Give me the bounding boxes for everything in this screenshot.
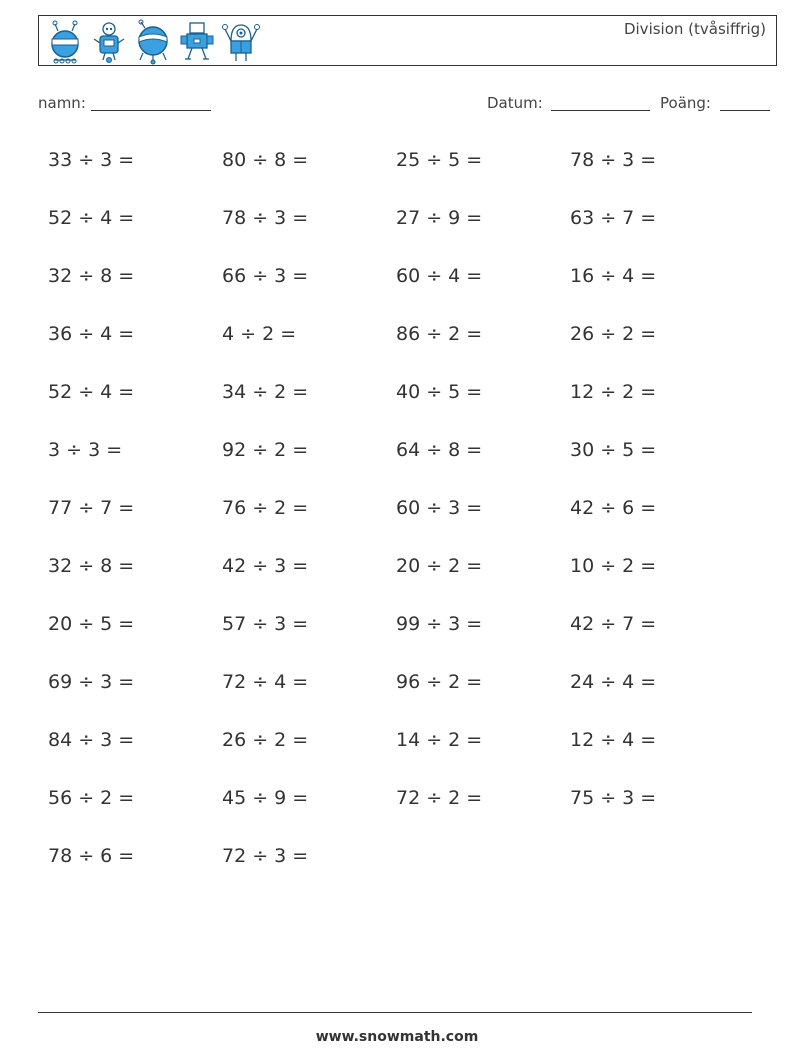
name-label: namn: bbox=[38, 94, 86, 112]
division-problem: 10 ÷ 2 = bbox=[570, 555, 657, 577]
division-problem: 34 ÷ 2 = bbox=[222, 381, 309, 403]
division-problem: 16 ÷ 4 = bbox=[570, 265, 657, 287]
division-problem: 57 ÷ 3 = bbox=[222, 613, 309, 635]
robot-3-icon bbox=[133, 19, 173, 65]
division-problem: 60 ÷ 3 = bbox=[396, 497, 483, 519]
division-problem: 45 ÷ 9 = bbox=[222, 787, 309, 809]
robot-4-icon bbox=[177, 19, 217, 65]
division-problem: 36 ÷ 4 = bbox=[48, 323, 135, 345]
division-problem: 3 ÷ 3 = bbox=[48, 439, 123, 461]
division-problem: 20 ÷ 5 = bbox=[48, 613, 135, 635]
problem-row bbox=[48, 497, 748, 555]
division-problem: 42 ÷ 7 = bbox=[570, 613, 657, 635]
division-problem: 60 ÷ 4 = bbox=[396, 265, 483, 287]
score-field[interactable] bbox=[720, 110, 770, 111]
problem-row bbox=[48, 265, 748, 323]
division-problem: 14 ÷ 2 = bbox=[396, 729, 483, 751]
division-problem: 78 ÷ 3 = bbox=[570, 149, 657, 171]
division-problem: 84 ÷ 3 = bbox=[48, 729, 135, 751]
division-problem: 56 ÷ 2 = bbox=[48, 787, 135, 809]
division-problem: 64 ÷ 8 = bbox=[396, 439, 483, 461]
division-problem: 25 ÷ 5 = bbox=[396, 149, 483, 171]
problem-row bbox=[48, 439, 748, 497]
problem-row bbox=[48, 787, 748, 845]
division-problem: 78 ÷ 6 = bbox=[48, 845, 135, 867]
division-problem: 72 ÷ 2 = bbox=[396, 787, 483, 809]
division-problem: 76 ÷ 2 = bbox=[222, 497, 309, 519]
problem-row bbox=[48, 323, 748, 381]
division-problem: 72 ÷ 3 = bbox=[222, 845, 309, 867]
division-problem: 40 ÷ 5 = bbox=[396, 381, 483, 403]
problem-row bbox=[48, 381, 748, 439]
division-problem: 42 ÷ 3 = bbox=[222, 555, 309, 577]
footer-website: www.snowmath.com bbox=[315, 1029, 479, 1045]
division-problem: 96 ÷ 2 = bbox=[396, 671, 483, 693]
division-problem: 52 ÷ 4 = bbox=[48, 381, 135, 403]
division-problem: 75 ÷ 3 = bbox=[570, 787, 657, 809]
division-problem: 42 ÷ 6 = bbox=[570, 497, 657, 519]
division-problem: 32 ÷ 8 = bbox=[48, 555, 135, 577]
division-problem: 77 ÷ 7 = bbox=[48, 497, 135, 519]
date-label: Datum: bbox=[487, 94, 543, 112]
name-field[interactable] bbox=[91, 110, 211, 111]
date-field[interactable] bbox=[551, 110, 650, 111]
division-problem: 66 ÷ 3 = bbox=[222, 265, 309, 287]
worksheet-title: Division (tvåsiffrig) bbox=[623, 20, 766, 38]
division-problem: 12 ÷ 4 = bbox=[570, 729, 657, 751]
division-problem: 27 ÷ 9 = bbox=[396, 207, 483, 229]
division-problem: 69 ÷ 3 = bbox=[48, 671, 135, 693]
division-problem: 86 ÷ 2 = bbox=[396, 323, 483, 345]
robot-2-icon bbox=[89, 19, 129, 65]
problem-row bbox=[48, 845, 748, 903]
footer-divider bbox=[38, 1012, 752, 1013]
division-problem: 33 ÷ 3 = bbox=[48, 149, 135, 171]
problem-row bbox=[48, 671, 748, 729]
division-problem: 30 ÷ 5 = bbox=[570, 439, 657, 461]
division-problem: 78 ÷ 3 = bbox=[222, 207, 309, 229]
robot-1-icon bbox=[45, 19, 85, 65]
division-problem: 4 ÷ 2 = bbox=[222, 323, 297, 345]
problem-row bbox=[48, 149, 748, 207]
division-problem: 26 ÷ 2 = bbox=[570, 323, 657, 345]
problem-row bbox=[48, 207, 748, 265]
info-row bbox=[38, 94, 771, 114]
division-problem: 63 ÷ 7 = bbox=[570, 207, 657, 229]
robot-5-icon bbox=[221, 19, 261, 65]
division-problem: 52 ÷ 4 = bbox=[48, 207, 135, 229]
division-problem: 80 ÷ 8 = bbox=[222, 149, 309, 171]
division-problem: 26 ÷ 2 = bbox=[222, 729, 309, 751]
division-problem: 32 ÷ 8 = bbox=[48, 265, 135, 287]
division-problem: 92 ÷ 2 = bbox=[222, 439, 309, 461]
problem-grid bbox=[48, 149, 748, 903]
division-problem: 12 ÷ 2 = bbox=[570, 381, 657, 403]
problem-row bbox=[48, 555, 748, 613]
division-problem: 72 ÷ 4 = bbox=[222, 671, 309, 693]
robot-icons bbox=[45, 19, 261, 65]
header-box bbox=[38, 15, 777, 66]
division-problem: 99 ÷ 3 = bbox=[396, 613, 483, 635]
division-problem: 24 ÷ 4 = bbox=[570, 671, 657, 693]
problem-row bbox=[48, 613, 748, 671]
problem-row bbox=[48, 729, 748, 787]
score-label: Poäng: bbox=[660, 94, 711, 112]
division-problem: 20 ÷ 2 = bbox=[396, 555, 483, 577]
